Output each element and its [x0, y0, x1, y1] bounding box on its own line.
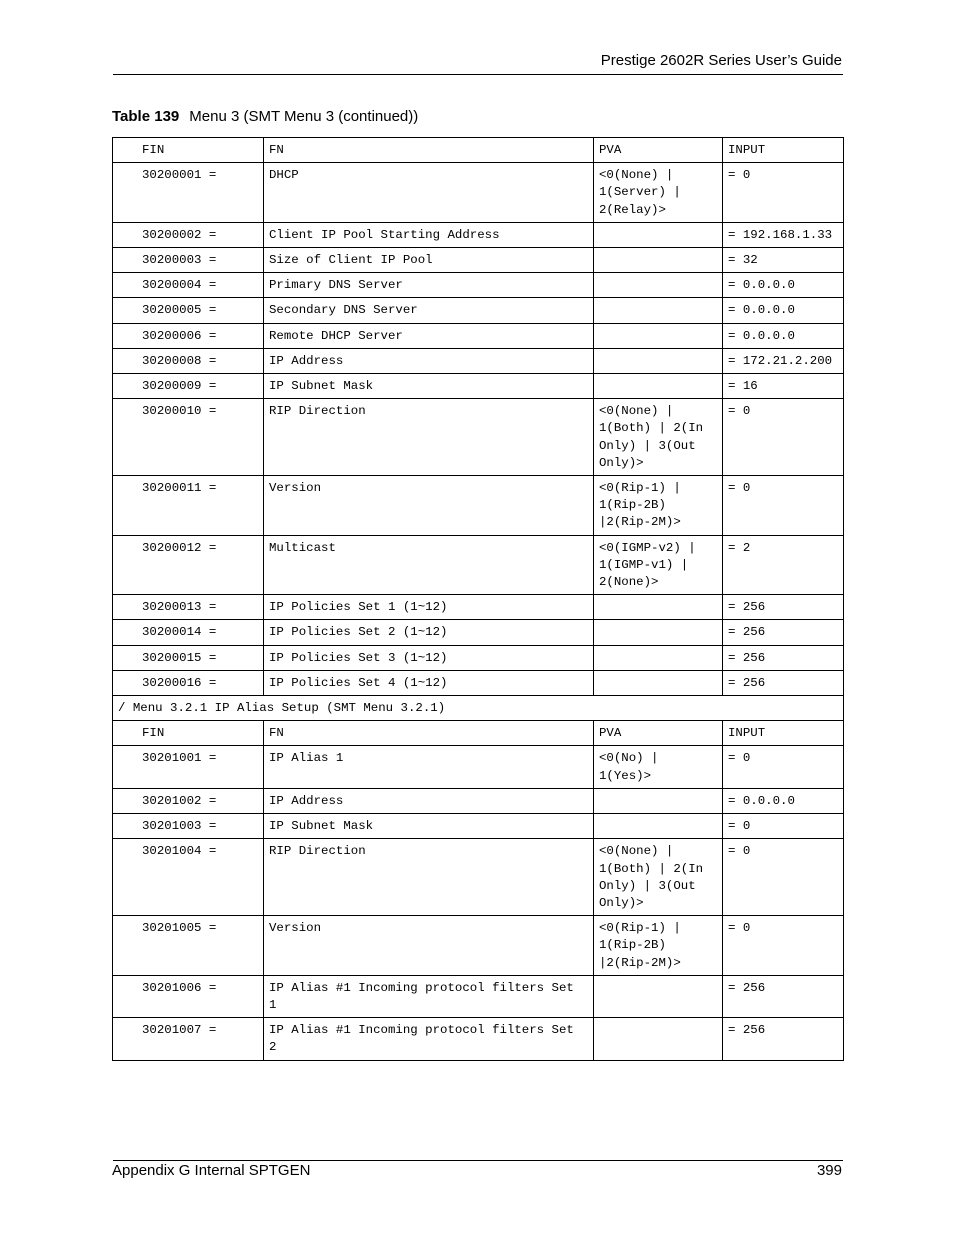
table-row — [113, 298, 844, 323]
cell-fin: 30200005 = — [113, 298, 264, 323]
cell-input: = 256 — [723, 620, 844, 645]
cell-fn: IP Address — [264, 788, 594, 813]
cell-fin: 30200013 = — [113, 595, 264, 620]
cell-fn: DHCP — [264, 163, 594, 223]
cell-fn: IP Subnet Mask — [264, 814, 594, 839]
cell-fin: 30200004 = — [113, 273, 264, 298]
column-header-pva: PVA — [594, 721, 723, 746]
cell-pva: <0(No) | 1(Yes)> — [594, 746, 723, 788]
cell-fin: 30200016 = — [113, 670, 264, 695]
table-row — [113, 746, 844, 788]
cell-pva — [594, 788, 723, 813]
cell-fn: Remote DHCP Server — [264, 323, 594, 348]
cell-pva: <0(None) | 1(Both) | 2(In Only) | 3(Out Only)> — [594, 839, 723, 916]
table-section-row — [113, 696, 844, 721]
cell-input: = 172.21.2.200 — [723, 348, 844, 373]
cell-fn: RIP Direction — [264, 399, 594, 476]
cell-fn: IP Subnet Mask — [264, 374, 594, 399]
table-row — [113, 670, 844, 695]
cell-input: = 0.0.0.0 — [723, 298, 844, 323]
cell-input: = 256 — [723, 595, 844, 620]
cell-fn: Client IP Pool Starting Address — [264, 222, 594, 247]
cell-pva: <0(None) | 1(Server) | 2(Relay)> — [594, 163, 723, 223]
cell-fin: 30200001 = — [113, 163, 264, 223]
cell-fn: Size of Client IP Pool — [264, 248, 594, 273]
table-row — [113, 248, 844, 273]
cell-fin: 30201002 = — [113, 788, 264, 813]
cell-input: = 0 — [723, 746, 844, 788]
cell-fn: Primary DNS Server — [264, 273, 594, 298]
table-row — [113, 975, 844, 1017]
cell-fin: 30201005 = — [113, 916, 264, 976]
cell-fin: 30200011 = — [113, 476, 264, 536]
cell-input: = 256 — [723, 1018, 844, 1060]
cell-fn: RIP Direction — [264, 839, 594, 916]
cell-pva — [594, 273, 723, 298]
cell-fin: 30200008 = — [113, 348, 264, 373]
table-row — [113, 273, 844, 298]
cell-fin: 30200015 = — [113, 645, 264, 670]
footer-rule — [113, 1160, 843, 1161]
cell-input: = 32 — [723, 248, 844, 273]
column-header-input: INPUT — [723, 138, 844, 163]
cell-input: = 0.0.0.0 — [723, 788, 844, 813]
table-row — [113, 323, 844, 348]
cell-input: = 0.0.0.0 — [723, 323, 844, 348]
cell-input: = 192.168.1.33 — [723, 222, 844, 247]
cell-fin: 30201001 = — [113, 746, 264, 788]
cell-pva: <0(Rip-1) | 1(Rip-2B) |2(Rip-2M)> — [594, 916, 723, 976]
cell-fn: IP Alias #1 Incoming protocol filters Set 1 — [264, 975, 594, 1017]
footer-section-title: Appendix G Internal SPTGEN — [112, 1162, 311, 1179]
cell-pva — [594, 595, 723, 620]
cell-input: = 0 — [723, 163, 844, 223]
cell-fin: 30200010 = — [113, 399, 264, 476]
cell-pva — [594, 670, 723, 695]
table-caption — [112, 108, 418, 125]
cell-input: = 0 — [723, 839, 844, 916]
cell-fn: Version — [264, 916, 594, 976]
cell-input: = 16 — [723, 374, 844, 399]
cell-pva — [594, 222, 723, 247]
table-row — [113, 399, 844, 476]
cell-fin: 30201007 = — [113, 1018, 264, 1060]
table-row — [113, 535, 844, 595]
table-row — [113, 163, 844, 223]
table-header-row — [113, 138, 844, 163]
cell-pva — [594, 348, 723, 373]
cell-fn: IP Address — [264, 348, 594, 373]
cell-fin: 30200009 = — [113, 374, 264, 399]
column-header-fin: FIN — [113, 721, 264, 746]
column-header-pva: PVA — [594, 138, 723, 163]
table-row — [113, 222, 844, 247]
cell-input: = 0 — [723, 476, 844, 536]
cell-pva: <0(Rip-1) | 1(Rip-2B) |2(Rip-2M)> — [594, 476, 723, 536]
table-row — [113, 788, 844, 813]
cell-fin: 30200002 = — [113, 222, 264, 247]
column-header-input: INPUT — [723, 721, 844, 746]
column-header-fin: FIN — [113, 138, 264, 163]
cell-pva — [594, 620, 723, 645]
cell-pva — [594, 645, 723, 670]
cell-pva — [594, 975, 723, 1017]
cell-fn: IP Alias #1 Incoming protocol filters Set 2 — [264, 1018, 594, 1060]
section-title-cell: / Menu 3.2.1 IP Alias Setup (SMT Menu 3.2.1) — [113, 696, 844, 721]
cell-fn: Version — [264, 476, 594, 536]
table-row — [113, 916, 844, 976]
table-row — [113, 1018, 844, 1060]
cell-fin: 30200012 = — [113, 535, 264, 595]
cell-pva — [594, 814, 723, 839]
table-row — [113, 620, 844, 645]
cell-fn: IP Policies Set 4 (1~12) — [264, 670, 594, 695]
cell-fn: Multicast — [264, 535, 594, 595]
table-row — [113, 814, 844, 839]
cell-fin: 30201006 = — [113, 975, 264, 1017]
cell-fin: 30201003 = — [113, 814, 264, 839]
cell-fin: 30200003 = — [113, 248, 264, 273]
cell-pva: <0(None) | 1(Both) | 2(In Only) | 3(Out Only)> — [594, 399, 723, 476]
cell-input: = 0 — [723, 916, 844, 976]
cell-input: = 256 — [723, 645, 844, 670]
cell-pva — [594, 323, 723, 348]
table-caption-text: Menu 3 (SMT Menu 3 (continued)) — [189, 108, 419, 125]
table-row — [113, 839, 844, 916]
table-header-row — [113, 721, 844, 746]
column-header-fn: FN — [264, 721, 594, 746]
cell-pva — [594, 298, 723, 323]
cell-pva — [594, 1018, 723, 1060]
header-rule — [113, 74, 843, 75]
table-caption-label: Table 139 — [112, 108, 180, 125]
smt-menu-table — [112, 137, 844, 1061]
cell-fin: 30200006 = — [113, 323, 264, 348]
cell-input: = 256 — [723, 670, 844, 695]
cell-input: = 256 — [723, 975, 844, 1017]
cell-fn: Secondary DNS Server — [264, 298, 594, 323]
cell-fin: 30201004 = — [113, 839, 264, 916]
cell-pva — [594, 374, 723, 399]
table-row — [113, 374, 844, 399]
cell-input: = 0 — [723, 399, 844, 476]
table-row — [113, 348, 844, 373]
cell-fin: 30200014 = — [113, 620, 264, 645]
page-number: 399 — [816, 1162, 842, 1179]
table-row — [113, 645, 844, 670]
table-row — [113, 476, 844, 536]
cell-pva — [594, 248, 723, 273]
cell-input: = 0 — [723, 814, 844, 839]
cell-input: = 2 — [723, 535, 844, 595]
cell-fn: IP Policies Set 2 (1~12) — [264, 620, 594, 645]
cell-fn: IP Policies Set 1 (1~12) — [264, 595, 594, 620]
cell-pva: <0(IGMP-v2) | 1(IGMP-v1) | 2(None)> — [594, 535, 723, 595]
cell-fn: IP Policies Set 3 (1~12) — [264, 645, 594, 670]
table-row — [113, 595, 844, 620]
column-header-fn: FN — [264, 138, 594, 163]
cell-fn: IP Alias 1 — [264, 746, 594, 788]
cell-input: = 0.0.0.0 — [723, 273, 844, 298]
running-header-title: Prestige 2602R Series User’s Guide — [600, 52, 842, 69]
